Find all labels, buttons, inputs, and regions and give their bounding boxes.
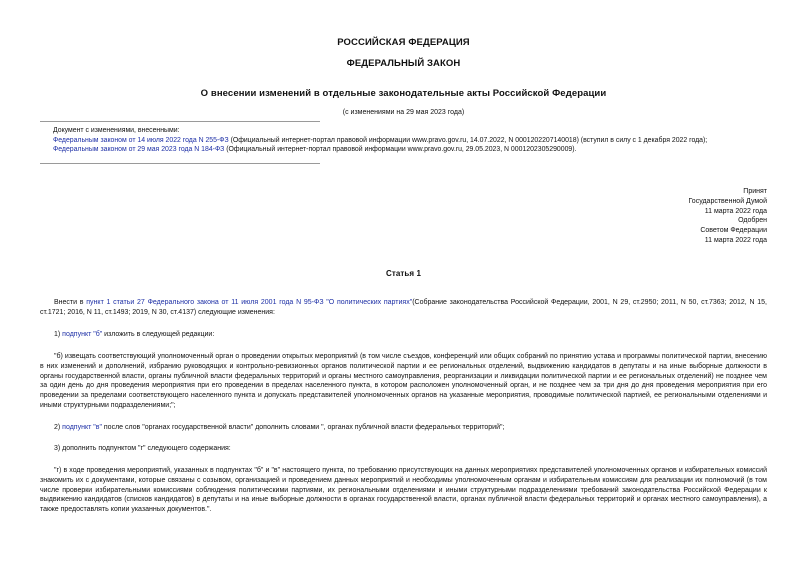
adoption-line: Советом Федерации xyxy=(700,227,767,235)
adoption-line: Принят xyxy=(743,188,767,195)
item-2 xyxy=(40,423,767,433)
change-item-1 xyxy=(53,136,793,146)
intro-text: (Собрание законодательства Российской Федерации, 2001, N 29, ст.2950; 2011, N 50, ст.7363; 2012, N 15, ст.1721; 2016, N 11, ст.1493; 2019, N 30, ст.4137) следующие изменения: xyxy=(40,299,768,316)
item-3: 3) дополнить подпунктом "г" следующего содержания: xyxy=(54,445,231,452)
adoption-block xyxy=(567,187,767,246)
item-number: 1) xyxy=(54,331,63,338)
change-link-1[interactable]: Федеральным законом от 14 июля 2022 года N 255-ФЗ xyxy=(53,136,229,144)
intro-text: Внести в xyxy=(54,299,87,306)
revision-note: (с изменениями на 29 мая 2023 года) xyxy=(342,109,465,116)
item-text: после слов "органах государственной власти" дополнить словами ", органах публичной власти федеральных территорий"; xyxy=(101,424,505,431)
document-title: О внесении изменений в отдельные законодательные акты Российской Федерации xyxy=(200,88,607,99)
top-divider xyxy=(40,121,320,122)
article-title: Статья 1 xyxy=(385,269,422,278)
article-intro xyxy=(40,298,767,318)
law-type-heading: ФЕДЕРАЛЬНЫЙ ЗАКОН xyxy=(346,58,461,69)
adoption-line: 11 марта 2022 года xyxy=(704,236,767,244)
bottom-divider xyxy=(40,163,320,164)
item-1 xyxy=(40,330,767,340)
item-number: 2) xyxy=(54,424,63,431)
quote-subclause-g: "г) в ходе проведения мероприятий, указанных в подпунктах "б" и "в" настоящего пункта, по требованию присутствующих на данных мероприятиях представителей уполномоченных органов и избирательных комиссий знакомить их с документами, которые связаны с созывом, организацией и проведением данных мероприятий и необходимы уполномоченным органам и избирательным комиссиям для реализации их полномочий (в том числе проверки избирательными комиссиями соблюдения политическими партиями, их региональными отделениями и иными структурными подразделениями требований законодательства Российской Федерации к выдвижению кандидатов (списков кандидатов) в депутаты и на иные выборные должности в органах государственной власти, органах публичной власти федеральных территорий и органах местного самоуправления), а также предоставлять копии указанных документов.". xyxy=(40,467,767,514)
change-link-2[interactable]: Федеральным законом от 29 мая 2023 года N 184-ФЗ xyxy=(53,146,225,154)
adoption-line: Одобрен xyxy=(738,217,767,225)
change-item-2 xyxy=(53,145,793,155)
quote-subclause-b: "б) извещать соответствующий уполномоченный орган о проведении открытых мероприятий (в том числе съездов, конференций или общих собраний по принятию устава и программы политической партии, внесению в них изменений и дополнений, избранию руководящих и контрольно-ревизионных органов политической партии и ее региональных отделений, выдвижению кандидатов в депутаты и на иные выборные должности в органы государственной власти, органы публичной власти федеральных территорий и органы местного самоуправления, реорганизации и ликвидации политической партии и ее региональных отделений) не позднее чем за один день до дня проведения мероприятия при его проведении в пределах населенного пункта, в котором расположен уполномоченный орган, и не позднее чем за три дня до дня проведения мероприятия при его проведении за пределами соответствующего населенного пункта и допускать представителей уполномоченных органов на указанные мероприятия, проводимые политической партией, ее региональными отделениями и иными структурными подразделениями;"; xyxy=(40,353,767,409)
country-heading: РОССИЙСКАЯ ФЕДЕРАЦИЯ xyxy=(337,37,470,48)
adoption-line: 11 марта 2022 года xyxy=(704,207,767,215)
party-law-link[interactable]: пункт 1 статьи 27 Федерального закона от 11 июля 2001 года N 95-ФЗ "О политических партиях" xyxy=(86,299,413,306)
item-text: изложить в следующей редакции: xyxy=(102,331,215,338)
adoption-line: Государственной Думой xyxy=(688,197,767,205)
subclause-b-link[interactable]: подпункт "б" xyxy=(62,331,103,338)
subclause-v-link[interactable]: подпункт "в" xyxy=(62,424,102,431)
changes-block xyxy=(53,126,793,155)
change-detail-1: (Официальный интернет-портал правовой информации www.pravo.gov.ru, 14.07.2022, N 0001202207140018) (вступил в силу с 1 декабря 2022 года); xyxy=(228,136,708,144)
change-detail-2: (Официальный интернет-портал правовой информации www.pravo.gov.ru, 29.05.2023, N 0001202305290009). xyxy=(224,146,577,154)
changes-heading: Документ с изменениями, внесенными: xyxy=(53,127,180,134)
